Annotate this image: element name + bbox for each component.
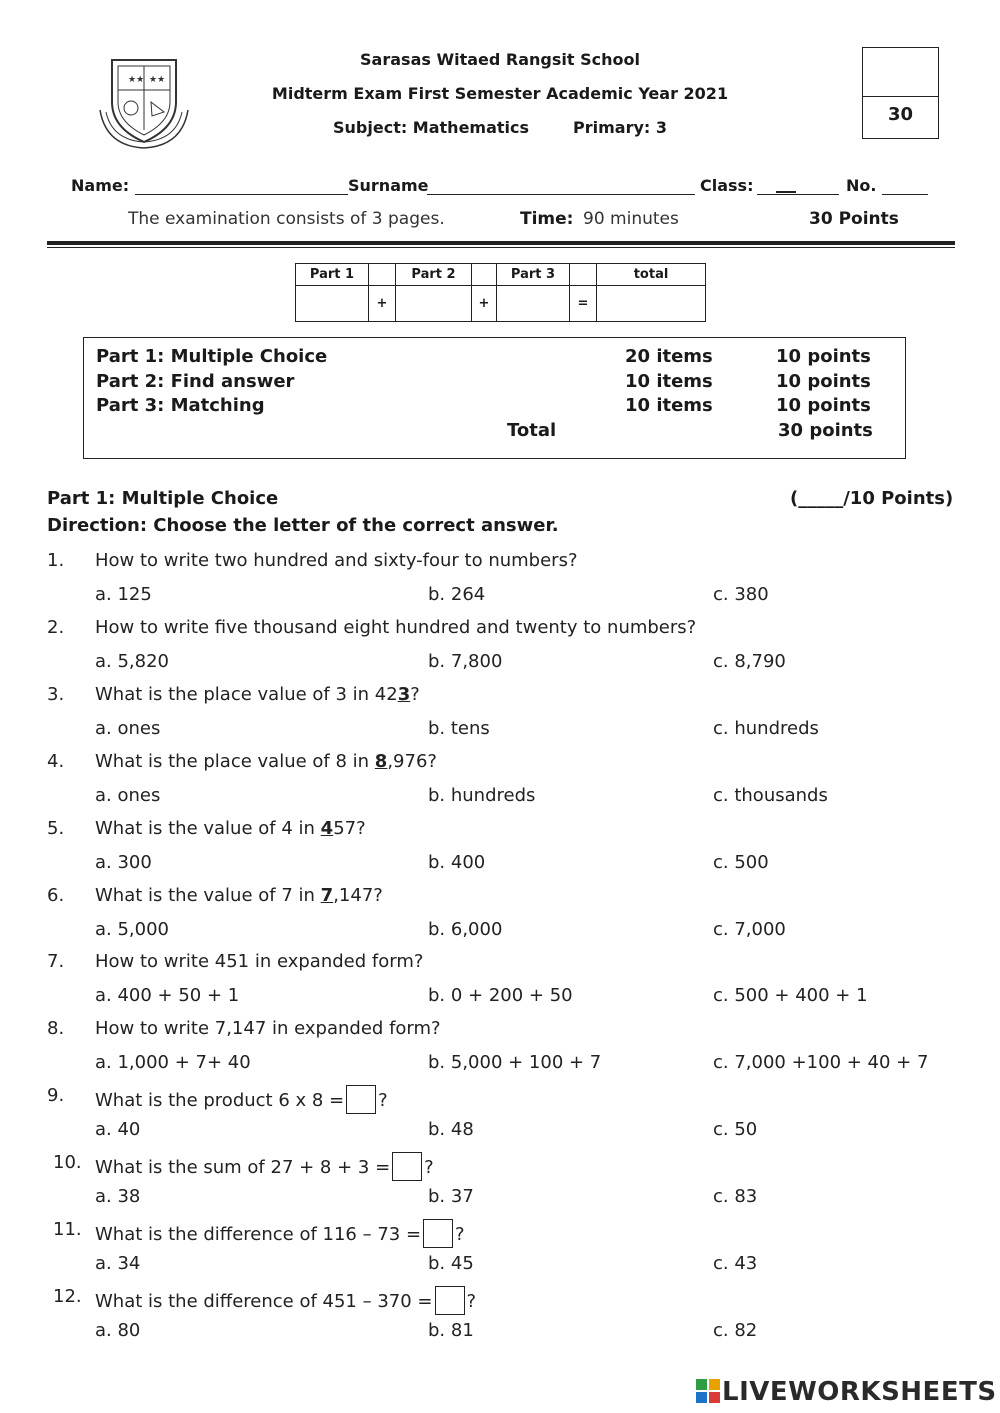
answer-option-b[interactable]: b. hundreds (428, 785, 536, 806)
answer-option-a[interactable]: a. ones (95, 718, 161, 739)
answer-option-c[interactable]: c. 500 + 400 + 1 (713, 985, 868, 1006)
question-number: 5. (47, 818, 65, 839)
time-value: 90 minutes (583, 209, 679, 229)
score-table (295, 263, 706, 322)
answer-option-c[interactable]: c. 50 (713, 1119, 758, 1140)
question-text (95, 1085, 388, 1114)
subject-label: Subject: Mathematics (333, 118, 530, 137)
question-number: 8. (47, 1018, 65, 1039)
score-op-plus: + (472, 286, 497, 322)
question-prompt: What is the difference of 451 – 370 = (95, 1291, 433, 1312)
header-divider-thin (47, 247, 955, 248)
question-text (95, 1286, 476, 1315)
answer-option-b[interactable]: b. 7,800 (428, 651, 503, 672)
question-number: 7. (47, 951, 65, 972)
answer-option-a[interactable]: a. 34 (95, 1253, 141, 1274)
question-prompt: How to write five thousand eight hundred and twenty to numbers? (95, 617, 697, 638)
question-text (95, 1219, 465, 1248)
name-field[interactable] (135, 194, 348, 195)
class-label: Class: (700, 176, 754, 195)
answer-option-a[interactable]: a. 38 (95, 1186, 141, 1207)
answer-option-a[interactable]: a. 80 (95, 1320, 141, 1341)
question-text (95, 818, 366, 839)
answer-option-c[interactable]: c. 43 (713, 1253, 758, 1274)
answer-option-a[interactable]: a. 40 (95, 1119, 141, 1140)
score-header-gap (570, 264, 597, 286)
liveworksheets-brand: LIVEWORKSHEETS (722, 1377, 997, 1407)
total-score-box[interactable] (862, 47, 939, 139)
question-suffix: ,147? (333, 885, 383, 906)
number-field[interactable] (882, 194, 928, 195)
answer-option-c[interactable]: c. thousands (713, 785, 828, 806)
pages-note: The examination consists of 3 pages. (128, 209, 445, 229)
question-suffix: ? (466, 1291, 477, 1312)
answer-blank-box[interactable] (346, 1085, 376, 1114)
question-number: 1. (47, 550, 65, 571)
score-header-gap (369, 264, 396, 286)
svg-text:★★: ★★ (149, 75, 166, 85)
summary-total-points: 30 points (778, 420, 873, 441)
summary-part3-items: 10 items (625, 395, 713, 416)
answer-option-b[interactable]: b. 45 (428, 1253, 474, 1274)
header-divider-thick (47, 241, 955, 245)
score-cell-total[interactable] (597, 286, 706, 322)
question-prompt: How to write 451 in expanded form? (95, 951, 424, 972)
summary-part2-items: 10 items (625, 371, 713, 392)
answer-option-c[interactable]: c. hundreds (713, 718, 819, 739)
question-prompt: What is the sum of 27 + 8 + 3 = (95, 1157, 391, 1178)
class-field-mark (776, 191, 796, 193)
highlighted-digit: 3 (397, 684, 411, 705)
answer-option-c[interactable]: c. 7,000 (713, 919, 786, 940)
score-header-total: total (597, 264, 706, 286)
question-prompt: How to write two hundred and sixty-four to numbers? (95, 550, 578, 571)
highlighted-digit: 7 (320, 885, 334, 906)
question-number: 6. (47, 885, 65, 906)
school-name: Sarasas Witaed Rangsit School (360, 50, 640, 69)
question-prompt: What is the difference of 116 – 73 = (95, 1224, 422, 1245)
number-label: No. (846, 176, 877, 195)
question-suffix: ? (455, 1224, 465, 1245)
question-text (95, 885, 383, 906)
summary-part3-points: 10 points (776, 395, 871, 416)
highlighted-digit: 4 (320, 818, 334, 839)
answer-option-b[interactable]: b. 6,000 (428, 919, 503, 940)
score-header-part1: Part 1 (296, 264, 369, 286)
score-op-equals: = (570, 286, 597, 322)
answer-option-b[interactable]: b. tens (428, 718, 490, 739)
summary-part1-items: 20 items (625, 346, 713, 367)
school-crest-logo (96, 50, 192, 150)
svg-text:★★: ★★ (128, 75, 145, 85)
surname-field[interactable] (427, 194, 695, 195)
total-points-label: 30 Points (809, 209, 899, 229)
question-prompt: What is the value of 7 in (95, 885, 321, 906)
class-field[interactable] (757, 194, 839, 195)
score-op-plus: + (369, 286, 396, 322)
question-number: 11. (53, 1219, 82, 1240)
question-prompt: What is the product 6 x 8 = (95, 1090, 345, 1111)
question-text (95, 684, 420, 705)
name-label: Name: (71, 176, 130, 195)
liveworksheets-watermark (696, 1377, 997, 1407)
score-header-gap (472, 264, 497, 286)
question-prompt: How to write 7,147 in expanded form? (95, 1018, 441, 1039)
summary-total-label: Total (507, 420, 557, 441)
question-text (95, 1152, 434, 1181)
question-suffix: ? (378, 1090, 388, 1111)
summary-part2: Part 2: Find answer (96, 371, 295, 392)
answer-blank-box[interactable] (435, 1286, 465, 1315)
liveworksheets-logo-icon (696, 1379, 720, 1403)
question-text (95, 617, 696, 638)
answer-option-c[interactable]: c. 8,790 (713, 651, 786, 672)
question-number: 10. (53, 1152, 82, 1173)
total-score-value: 30 (887, 104, 914, 125)
question-number: 2. (47, 617, 65, 638)
answer-option-c[interactable]: c. 7,000 +100 + 40 + 7 (713, 1052, 929, 1073)
exam-title: Midterm Exam First Semester Academic Year 2021 (271, 84, 729, 103)
part1-points: (_____/10 Points) (790, 488, 954, 509)
answer-option-b[interactable]: b. 400 (428, 852, 486, 873)
answer-option-a[interactable]: a. 5,000 (95, 919, 170, 940)
answer-option-a[interactable]: a. 300 (95, 852, 152, 873)
primary-label: Primary: 3 (573, 118, 667, 137)
answer-option-b[interactable]: b. 264 (428, 584, 486, 605)
question-text (95, 951, 423, 972)
answer-option-b[interactable]: b. 48 (428, 1119, 474, 1140)
score-cell-part2[interactable] (396, 286, 472, 322)
answer-option-b[interactable]: b. 81 (428, 1320, 474, 1341)
answer-option-b[interactable]: b. 37 (428, 1186, 474, 1207)
highlighted-digit: 8 (374, 751, 388, 772)
part1-title: Part 1: Multiple Choice (47, 488, 279, 509)
summary-part1: Part 1: Multiple Choice (96, 346, 328, 367)
answer-blank-box[interactable] (423, 1219, 453, 1248)
answer-option-b[interactable]: b. 0 + 200 + 50 (428, 985, 573, 1006)
question-suffix: ? (424, 1157, 434, 1178)
question-number: 9. (47, 1085, 65, 1106)
summary-part1-points: 10 points (776, 346, 871, 367)
question-number: 3. (47, 684, 65, 705)
score-cell-part3[interactable] (497, 286, 570, 322)
question-prompt: What is the place value of 8 in (95, 751, 375, 772)
question-number: 12. (53, 1286, 82, 1307)
summary-part3: Part 3: Matching (96, 395, 265, 416)
question-prompt: What is the value of 4 in (95, 818, 321, 839)
score-cell-part1[interactable] (296, 286, 369, 322)
answer-option-a[interactable]: a. 5,820 (95, 651, 170, 672)
answer-option-a[interactable]: a. 1,000 + 7+ 40 (95, 1052, 251, 1073)
score-header-part3: Part 3 (497, 264, 570, 286)
answer-option-a[interactable]: a. 400 + 50 + 1 (95, 985, 240, 1006)
answer-blank-box[interactable] (392, 1152, 422, 1181)
score-box-divider (863, 96, 938, 97)
answer-option-b[interactable]: b. 5,000 + 100 + 7 (428, 1052, 602, 1073)
question-number: 4. (47, 751, 65, 772)
question-text (95, 1018, 441, 1039)
part1-direction: Direction: Choose the letter of the correct answer. (47, 515, 559, 536)
surname-label: Surname (348, 176, 429, 195)
question-prompt: What is the place value of 3 in 42 (95, 684, 398, 705)
summary-part2-points: 10 points (776, 371, 871, 392)
answer-option-a[interactable]: a. 125 (95, 584, 152, 605)
question-suffix: 57? (333, 818, 366, 839)
question-text (95, 751, 437, 772)
time-label: Time: (520, 209, 574, 229)
answer-option-c[interactable]: c. 380 (713, 584, 769, 605)
answer-option-c[interactable]: c. 83 (713, 1186, 758, 1207)
question-suffix: ? (410, 684, 420, 705)
answer-option-c[interactable]: c. 82 (713, 1320, 758, 1341)
score-header-part2: Part 2 (396, 264, 472, 286)
answer-option-c[interactable]: c. 500 (713, 852, 769, 873)
answer-option-a[interactable]: a. ones (95, 785, 161, 806)
question-text (95, 550, 578, 571)
question-suffix: ,976? (387, 751, 437, 772)
